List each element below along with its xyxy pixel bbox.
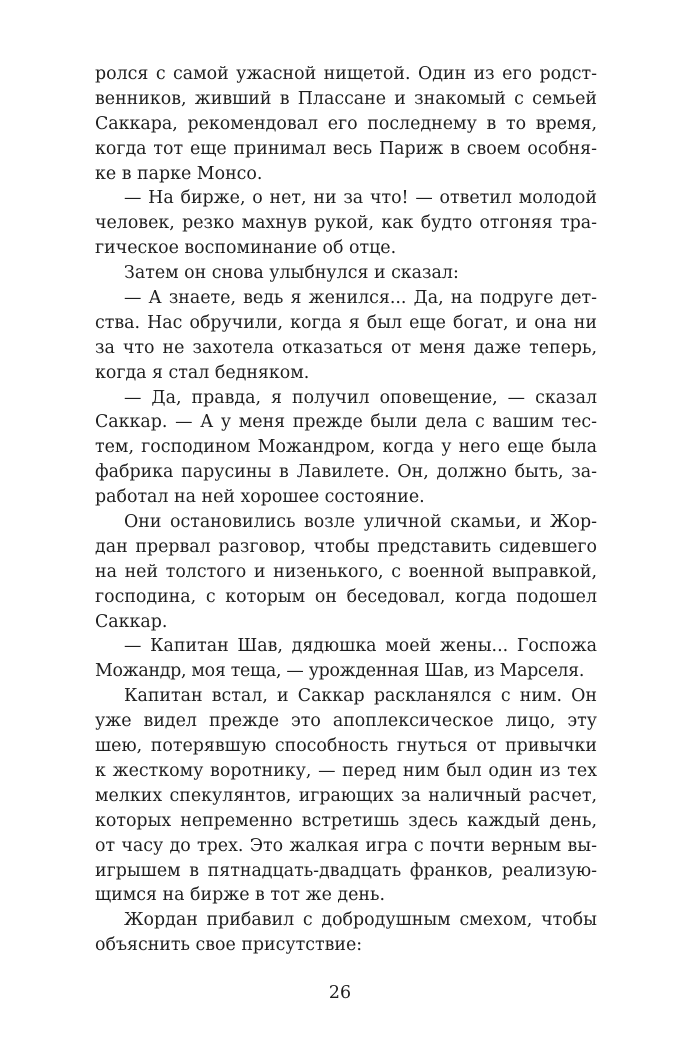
text-line: — Капитан Шав, дядюшка моей жены... Госпожа [124,636,597,657]
text-line: Затем он снова улыбнулся и сказал: [124,263,459,284]
text-line: — На бирже, о нет, ни за что! — ответил молодой [124,188,597,209]
page-number: 26 [328,983,352,1003]
text-line: работал на ней хорошее состояние. [95,487,425,508]
text-line: на ней толстого и низенького, с военной выправкой, [95,561,597,582]
text-line: фабрика парусины в Лавилете. Он, должно быть, за- [95,462,597,483]
text-line: дан прервал разговор, чтобы представить сидевшего [95,536,597,557]
text-line: человек, резко махнув рукой, как будто отгоняя тра- [95,213,597,234]
text-line: Саккар. [95,611,168,632]
text-line: уже видел прежде это апоплексическое лицо, эту [95,711,597,732]
text-line: тем, господином Можандром, когда у него еще была [95,437,597,458]
text-line: Жордан прибавил с добродушным смехом, чтобы [124,910,597,931]
text-line: за что не захотела отказаться от меня даже теперь, [95,337,597,358]
text-line: которых непременно встретишь здесь каждый день, [95,810,597,831]
text-line: когда я стал бедняком. [95,362,310,383]
text-line: щимся на бирже в тот же день. [95,885,385,906]
text-line: когда тот еще принимал весь Париж в своем особня- [95,138,597,159]
text-line: ства. Нас обручили, когда я был еще богат, и она ни [95,312,597,333]
text-line: Можандр, моя теща, — урожденная Шав, из Марселя. [95,661,585,682]
text-line: Они остановились возле уличной скамьи, и Жор- [124,512,597,533]
text-line: игрышем в пятнадцать-двадцать франков, реализую- [95,860,597,881]
text-line: Капитан встал, и Саккар раскланялся с ним. Он [124,686,597,707]
text-line: венников, живший в Плассане и знакомый с семьей [95,88,597,109]
text-line: — А знаете, ведь я женился... Да, на подруге дет- [124,288,597,309]
text-line: шею, потерявшую способность гнуться от привычки [95,736,597,757]
text-line: мелких спекулянтов, играющих за наличный расчет, [95,785,597,806]
text-line: к жесткому воротнику, — перед ним был один из тех [95,760,597,781]
body-text [95,62,597,958]
text-line: Саккар. — А у меня прежде были дела с вашим тес- [95,412,597,433]
text-line: ролся с самой ужасной нищетой. Один из его родст- [95,64,597,84]
text-line: от часу до трех. Это жалкая игра с почти верным вы- [95,835,597,856]
text-line: объяснить свое присутствие: [95,935,363,956]
text-line: Саккара, рекомендовал его последнему в то время, [95,113,597,134]
text-line: господина, с которым он беседовал, когда подошел [95,586,597,607]
text-line: гическое воспоминание об отце. [95,238,397,259]
text-line: ке в парке Монсо. [95,163,263,184]
text-line: — Да, правда, я получил оповещение, — сказал [124,387,597,408]
